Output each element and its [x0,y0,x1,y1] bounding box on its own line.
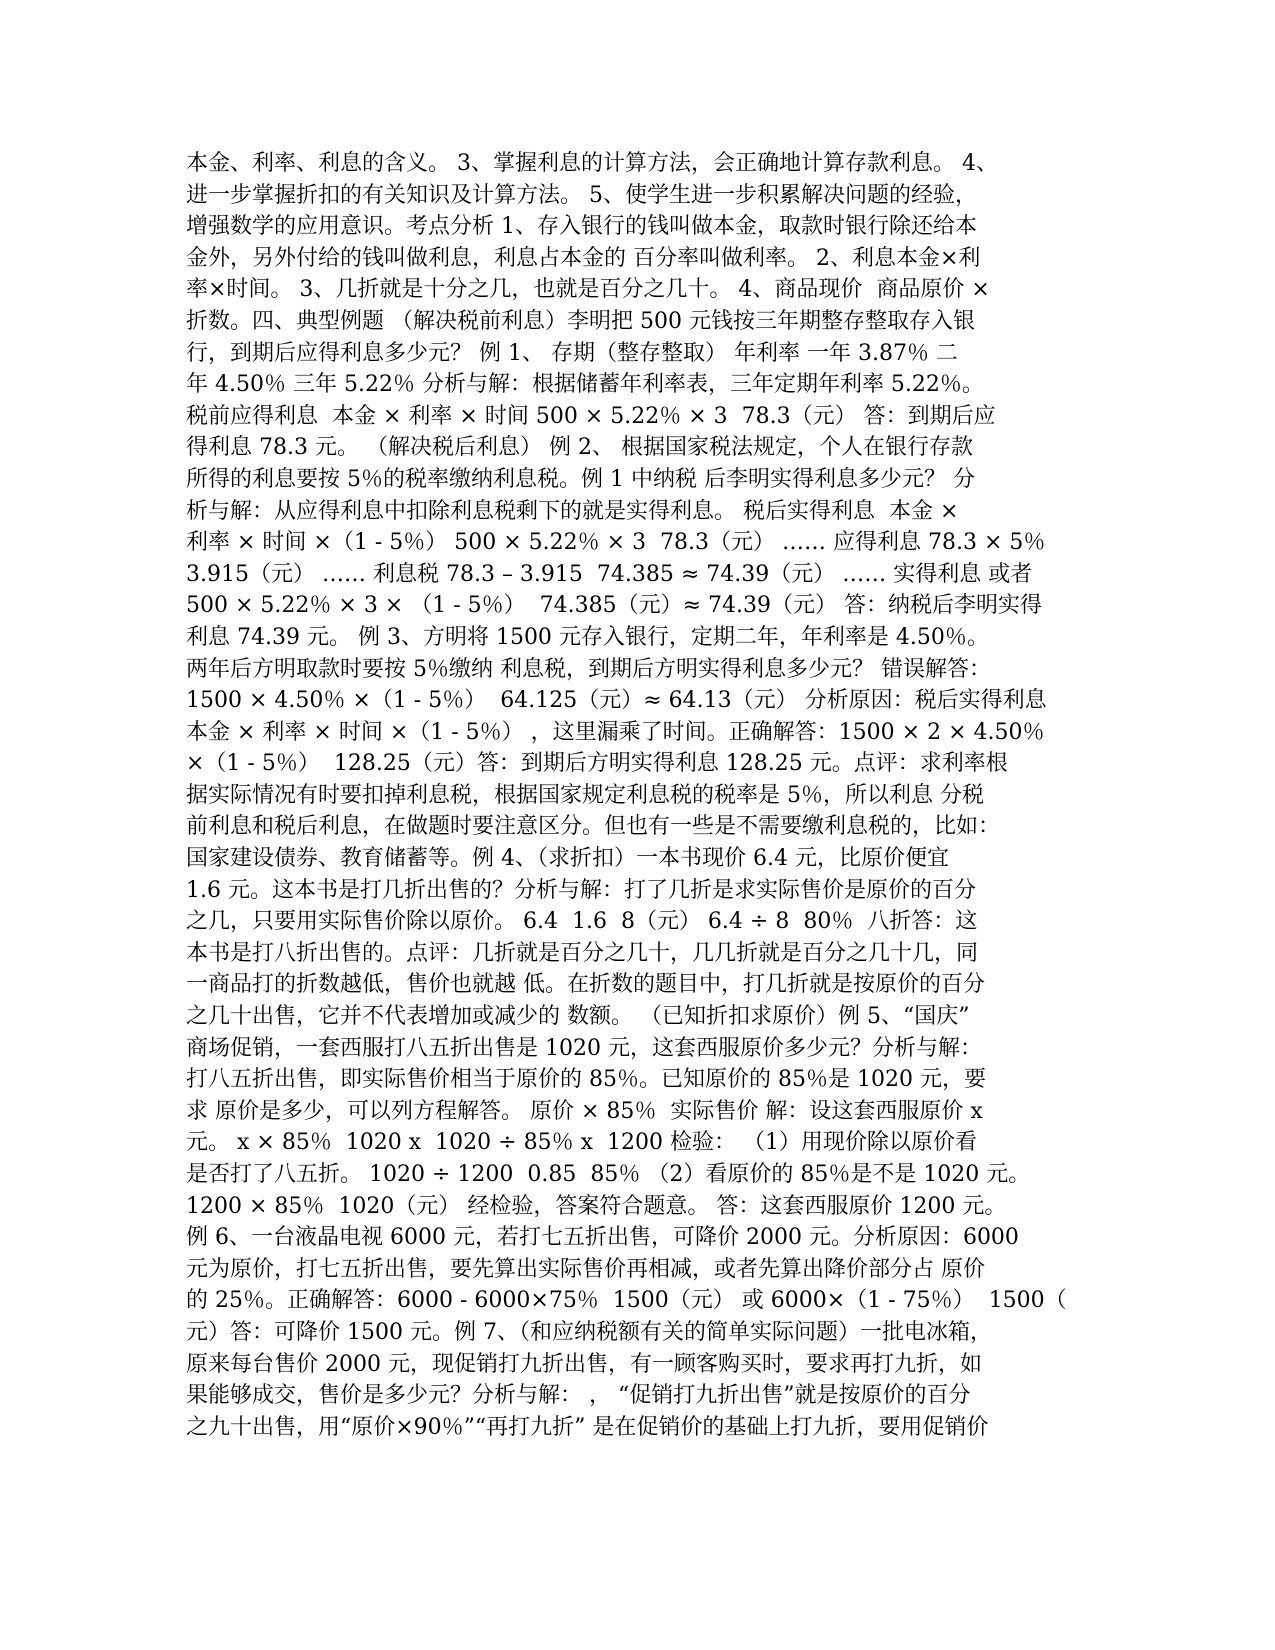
text-line: 增强数学的应用意识。考点分析 1、存入银行的钱叫做本金，取款时银行除还给本 [186,214,977,240]
text-line: 年 4.50％ 三年 5.22％ 分析与解：根据储蓄年利率表，三年定期年利率 5.22％。 [186,372,984,398]
text-line: 率×时间。 3、几折就是十分之几，也就是百分之几十。 4、商品现价 商品原价 × [186,277,990,303]
text-line: 利率 × 时间 ×（1 - 5％） 500 × 5.22％ × 3 78.3（元） …… 应得利息 78.3 × 5％ [186,530,1046,556]
text-line: 据实际情况有时要扣掉利息税，根据国家规定利息税的税率是 5％，所以利息 分税 [186,782,984,808]
text-line: 1500 × 4.50％ ×（1 - 5％） 64.125（元）≈ 64.13（元） 分析原因：税后实得利息 [186,688,1047,714]
text-line: 本金 × 利率 × 时间 ×（1 - 5％） ，这里漏乘了时间。正确解答：1500 × 2 × 4.50％ [186,719,1045,745]
text-line: 1.6 元。这本书是打几折出售的？分析与解：打了几折是求实际售价是原价的百分 [186,877,976,903]
text-line: 3.915（元） …… 利息税 78.3 – 3.915 74.385 ≈ 74.39（元） …… 实得利息 或者 [186,561,1033,587]
text-line: 一商品打的折数越低，售价也就越 低。在折数的题目中，打几折就是按原价的百分 [186,972,985,998]
text-line: 之九十出售，用“原价×90％”“再打九折” 是在促销价的基础上打九折，要用促销价 [186,1414,989,1440]
text-line: 得利息 78.3 元。 （解决税后利息） 例 2、 根据国家税法规定，个人在银行存款 [186,435,973,461]
text-line: 金外，另外付给的钱叫做利息，利息占本金的 百分率叫做利率。 2、利息本金×利 [186,245,981,271]
text-line: 打八五折出售，即实际售价相当于原价的 85％。已知原价的 85％是 1020 元，要 [186,1067,986,1093]
text-line: ×（1 - 5％） 128.25（元）答：到期后方明实得利息 128.25 元。点评：求利率根 [186,751,1008,777]
text-line: 元。 x × 85％ 1020 x 1020 ÷ 85％ x 1200 检验： （1）用现价除以原价看 [186,1130,977,1156]
text-line: 之几十出售，它并不代表增加或减少的 数额。 （已知折扣求原价）例 5、“国庆” [186,1004,970,1030]
text-line: 折数。四、典型例题 （解决税前利息）李明把 500 元钱按三年期整存整取存入银 [186,308,975,334]
text-line: 利息 74.39 元。 例 3、方明将 1500 元存入银行，定期二年，年利率是 4.50％。 [186,624,989,650]
text-line: 是否打了八五折。 1020 ÷ 1200 0.85 85％ （2）看原价的 85％是不是 1020 元。 [186,1162,1031,1187]
text-line: 行，到期后应得利息多少元？ 例 1、 存期（整存整取） 年利率 一年 3.87％ 二 [186,340,958,366]
text-line: 本金、利率、利息的含义。 3、掌握利息的计算方法，会正确地计算存款利息。 4、 [186,151,998,176]
text-line: 元为原价，打七五折出售，要先算出实际售价再相减，或者先算出降价部分占 原价 [186,1256,985,1282]
text-line: 例 6、一台液晶电视 6000 元，若打七五折出售，可降价 2000 元。分析原因：6000 [186,1225,1019,1251]
text-line: 之几，只要用实际售价除以原价。 6.4 1.6 8（元） 6.4 ÷ 8 80％ 八折答：这 [186,909,978,935]
text-line: 析与解：从应得利息中扣除利息税剩下的就是实得利息。 税后实得利息 本金 × [186,498,959,524]
text-line: 税前应得利息 本金 × 利率 × 时间 500 × 5.22％ × 3 78.3（元） 答：到期后应 [186,403,996,429]
text-line: 本书是打八折出售的。点评：几折就是百分之几十，几几折就是百分之几十几，同 [186,940,979,966]
text-line: 原来每台售价 2000 元，现促销打九折出售，有一顾客购买时，要求再打九折，如 [186,1351,982,1377]
text-line: 的 25％。正确解答：6000 - 6000×75％ 1500（元） 或 6000×（1 - 75％） 1500（ [186,1288,1067,1314]
text-line: 1200 × 85％ 1020（元） 经检验，答案符合题意。 答：这套西服原价 1200 元。 [186,1193,1007,1219]
text-line: 前利息和税后利息，在做题时要注意区分。但也有一些是不需要缴利息税的，比如： [186,814,1001,840]
text-line: 元）答：可降价 1500 元。例 7、（和应纳税额有关的简单实际问题）一批电冰箱， [186,1319,992,1345]
document-body [186,148,1096,1443]
text-line: 求 原价是多少，可以列方程解答。 原价 × 85％ 实际售价 解：设这套西服原价 x [186,1098,983,1124]
text-line: 500 × 5.22％ × 3 × （1 - 5％） 74.385（元）≈ 74.39（元） 答：纳税后李明实得 [186,593,1043,619]
text-line: 进一步掌握折扣的有关知识及计算方法。 5、使学生进一步积累解决问题的经验， [186,182,977,208]
text-line: 果能够成交，售价是多少元？分析与解： ， “促销打九折出售”就是按原价的百分 [186,1383,971,1409]
text-line: 两年后方明取款时要按 5％缴纳 利息税，到期后方明实得利息多少元？ 错误解答： [186,656,991,682]
text-line: 商场促销，一套西服打八五折出售是 1020 元，这套西服原价多少元？分析与解： [186,1035,982,1061]
text-line: 所得的利息要按 5％的税率缴纳利息税。例 1 中纳税 后李明实得利息多少元？ 分 [186,466,975,492]
text-line: 国家建设债券、教育储蓄等。例 4、（求折扣）一本书现价 6.4 元，比原价便宜 [186,846,949,872]
